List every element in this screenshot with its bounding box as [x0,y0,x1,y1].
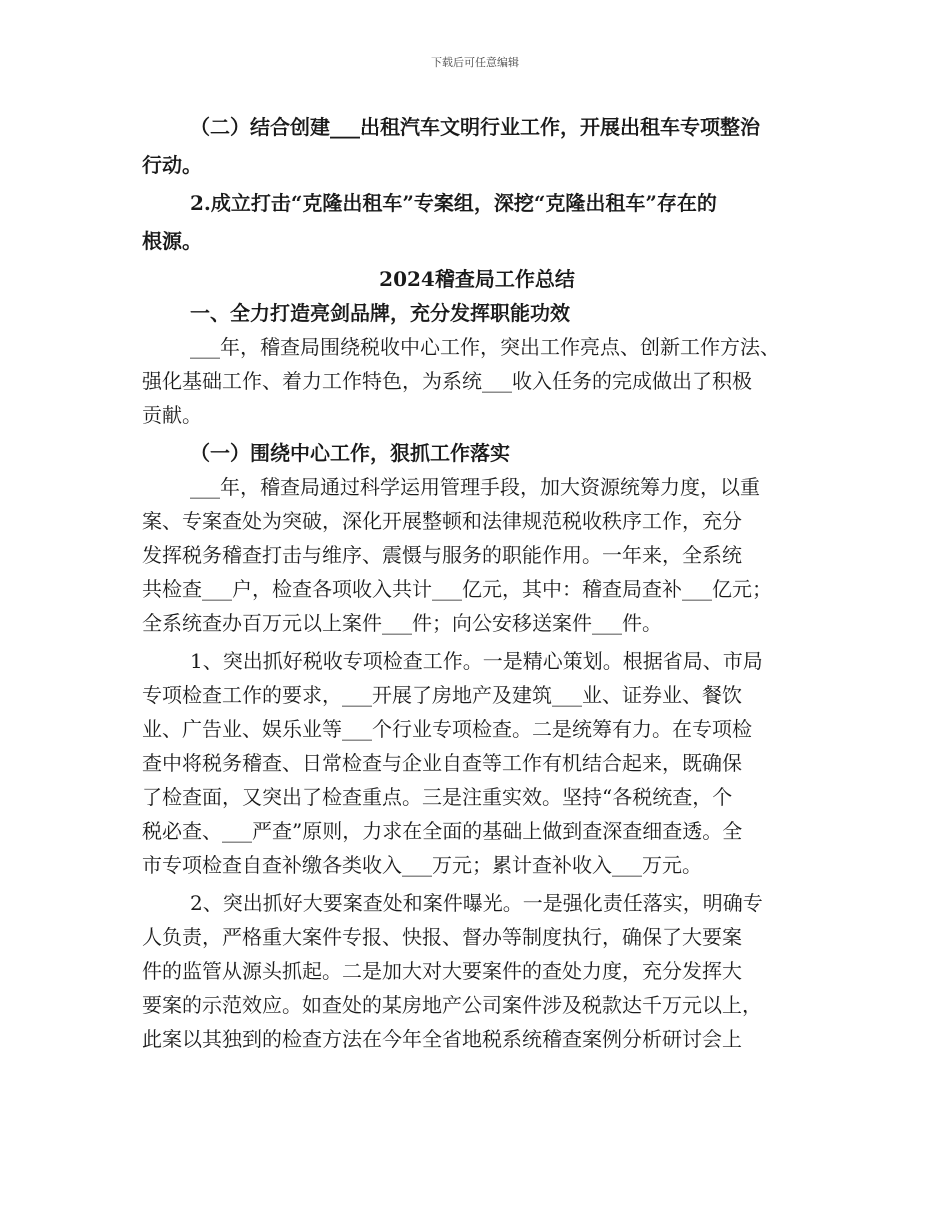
subsection-heading: （一）围绕中心工作，狠抓工作落实 [190,441,510,465]
text-line: 此案以其独到的检查方法在今年全省地税系统稽查案例分析研讨会上 [142,1027,742,1051]
text-line: 专项检查工作的要求，___开展了房地产及建筑___业、证券业、餐饮 [142,683,742,707]
page-header-note: 下载后可任意编辑 [431,56,519,69]
text-line: 市专项检查自查补缴各类收入___万元；累计查补收入___万元。 [142,853,702,877]
text-line: 贡献。 [142,403,202,427]
text-line: 根源。 [142,229,202,253]
text-line: ___年，稽查局通过科学运用管理手段，加大资源统筹力度，以重 [190,475,760,499]
text-line: 查中将税务稽查、日常检查与企业自查等工作有机结合起来，既确保 [142,751,742,775]
text-line: 行动。 [142,153,202,177]
text-line: 强化基础工作、着力工作特色，为系统___收入任务的完成做出了积极 [142,369,752,393]
document-title: 2024稽查局工作总结 [379,267,575,291]
section-heading: （二）结合创建___出租汽车文明行业工作，开展出租车专项整治 [190,115,760,139]
text-line: 案、专案查处为突破，深化开展整顿和法律规范税收秩序工作，充分 [142,509,742,533]
section-heading: 一、全力打造亮剑品牌，充分发挥职能功效 [190,301,570,325]
document-body [142,110,812,1056]
text-line: 业、广告业、娱乐业等___个行业专项检查。二是统筹有力。在专项检 [142,717,752,741]
text-line: 1、突出抓好税收专项检查工作。一是精心策划。根据省局、市局 [190,649,763,673]
text-line: 了检查面，又突出了检查重点。三是注重实效。坚持“各税统查，个 [142,785,733,809]
text-line: 件的监管从源头抓起。二是加大对大要案件的查处力度，充分发挥大 [142,959,742,983]
text-line: 税必查、___严查”原则，力求在全面的基础上做到查深查细查透。全 [142,819,743,843]
text-line: 2、突出抓好大要案查处和案件曝光。一是强化责任落实，明确专 [190,891,763,915]
text-line: 2.成立打击“克隆出租车”专案组，深挖“克隆出租车”存在的 [190,191,717,215]
text-line: 发挥税务稽查打击与维序、震慑与服务的职能作用。一年来，全系统 [142,543,742,567]
text-line: 要案的示范效应。如查处的某房地产公司案件涉及税款达千万元以上， [142,993,762,1017]
text-line: 人负责，严格重大案件专报、快报、督办等制度执行，确保了大要案 [142,925,742,949]
text-line: 共检查___户，检查各项收入共计___亿元，其中：稽查局查补___亿元； [142,577,772,601]
text-line: 全系统查办百万元以上案件___件；向公安移送案件___件。 [142,611,662,635]
text-line: ___年，稽查局围绕税收中心工作，突出工作亮点、创新工作方法、 [190,335,780,359]
